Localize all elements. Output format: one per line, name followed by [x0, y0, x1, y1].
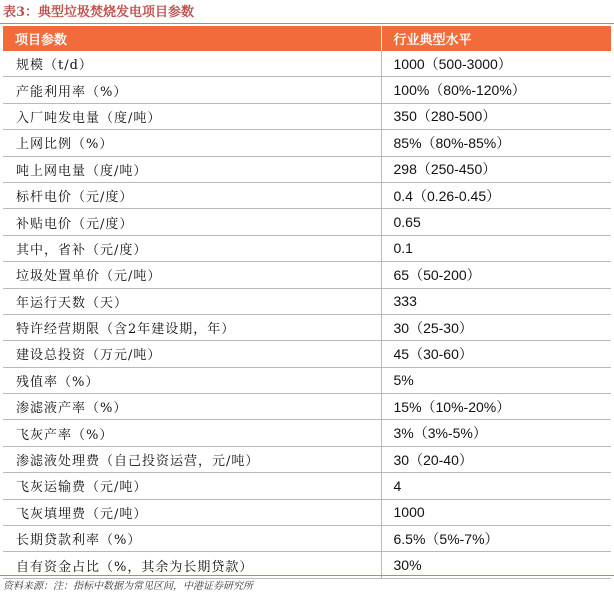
table-title: 表3：典型垃圾焚烧发电项目参数 — [3, 5, 195, 20]
table-row — [3, 446, 611, 472]
row-parameter: 飞灰产率（%） — [3, 420, 381, 446]
row-value: 45（30-60） — [381, 341, 611, 367]
row-parameter: 其中，省补（元/度） — [3, 235, 381, 261]
row-value: 0.65 — [381, 209, 611, 235]
table-row — [3, 262, 611, 288]
row-value: 5% — [381, 367, 611, 393]
row-parameter: 产能利用率（%） — [3, 77, 381, 103]
row-value: 85%（80%-85%） — [381, 130, 611, 156]
row-value: 30（20-40） — [381, 446, 611, 472]
row-value: 15%（10%-20%） — [381, 394, 611, 420]
table-row — [3, 394, 611, 420]
title-divider — [0, 23, 614, 24]
row-parameter: 自有资金占比（%，其余为长期贷款） — [3, 552, 381, 578]
header-typical-level: 行业典型水平 — [381, 26, 611, 51]
table-row — [3, 314, 611, 340]
bottom-divider — [0, 575, 614, 576]
parameter-table — [3, 26, 611, 579]
row-parameter: 补贴电价（元/度） — [3, 209, 381, 235]
row-parameter: 标杆电价（元/度） — [3, 182, 381, 208]
row-parameter: 入厂吨发电量（度/吨） — [3, 103, 381, 129]
row-value: 1000 — [381, 499, 611, 525]
row-value: 350（280-500） — [381, 103, 611, 129]
row-value: 3%（3%-5%） — [381, 420, 611, 446]
row-parameter: 吨上网电量（度/吨） — [3, 156, 381, 182]
row-parameter: 年运行天数（天） — [3, 288, 381, 314]
row-parameter: 垃圾处置单价（元/吨） — [3, 262, 381, 288]
table-row — [3, 526, 611, 552]
table-row — [3, 103, 611, 129]
row-value: 6.5%（5%-7%） — [381, 526, 611, 552]
row-parameter: 规模（t/d） — [3, 51, 381, 77]
row-parameter: 飞灰运输费（元/吨） — [3, 473, 381, 499]
row-parameter: 特许经营期限（含2年建设期，年） — [3, 314, 381, 340]
row-parameter: 长期贷款利率（%） — [3, 526, 381, 552]
table-row — [3, 367, 611, 393]
row-value: 333 — [381, 288, 611, 314]
table-row — [3, 182, 611, 208]
table-row — [3, 341, 611, 367]
table-row — [3, 473, 611, 499]
table-header-row — [3, 26, 611, 51]
row-value: 4 — [381, 473, 611, 499]
table-row — [3, 51, 611, 77]
row-value: 298（250-450） — [381, 156, 611, 182]
table-row — [3, 420, 611, 446]
row-parameter: 残值率（%） — [3, 367, 381, 393]
table-row — [3, 209, 611, 235]
table-row — [3, 77, 611, 103]
table-row — [3, 130, 611, 156]
row-value: 1000（500-3000） — [381, 51, 611, 77]
row-parameter: 飞灰填埋费（元/吨） — [3, 499, 381, 525]
row-value: 0.4（0.26-0.45） — [381, 182, 611, 208]
row-parameter: 建设总投资（万元/吨） — [3, 341, 381, 367]
row-value: 65（50-200） — [381, 262, 611, 288]
row-parameter: 上网比例（%） — [3, 130, 381, 156]
row-parameter: 渗滤液处理费（自己投资运营，元/吨） — [3, 446, 381, 472]
row-value: 0.1 — [381, 235, 611, 261]
table-row — [3, 156, 611, 182]
header-parameter: 项目参数 — [3, 26, 381, 51]
row-parameter: 渗滤液产率（%） — [3, 394, 381, 420]
source-note: 资料来源：注：指标中数据为常见区间，中港证券研究所 — [3, 581, 253, 592]
row-value: 30（25-30） — [381, 314, 611, 340]
table-row — [3, 499, 611, 525]
row-value: 30% — [381, 552, 611, 578]
row-value: 100%（80%-120%） — [381, 77, 611, 103]
table-row — [3, 235, 611, 261]
table-row — [3, 288, 611, 314]
